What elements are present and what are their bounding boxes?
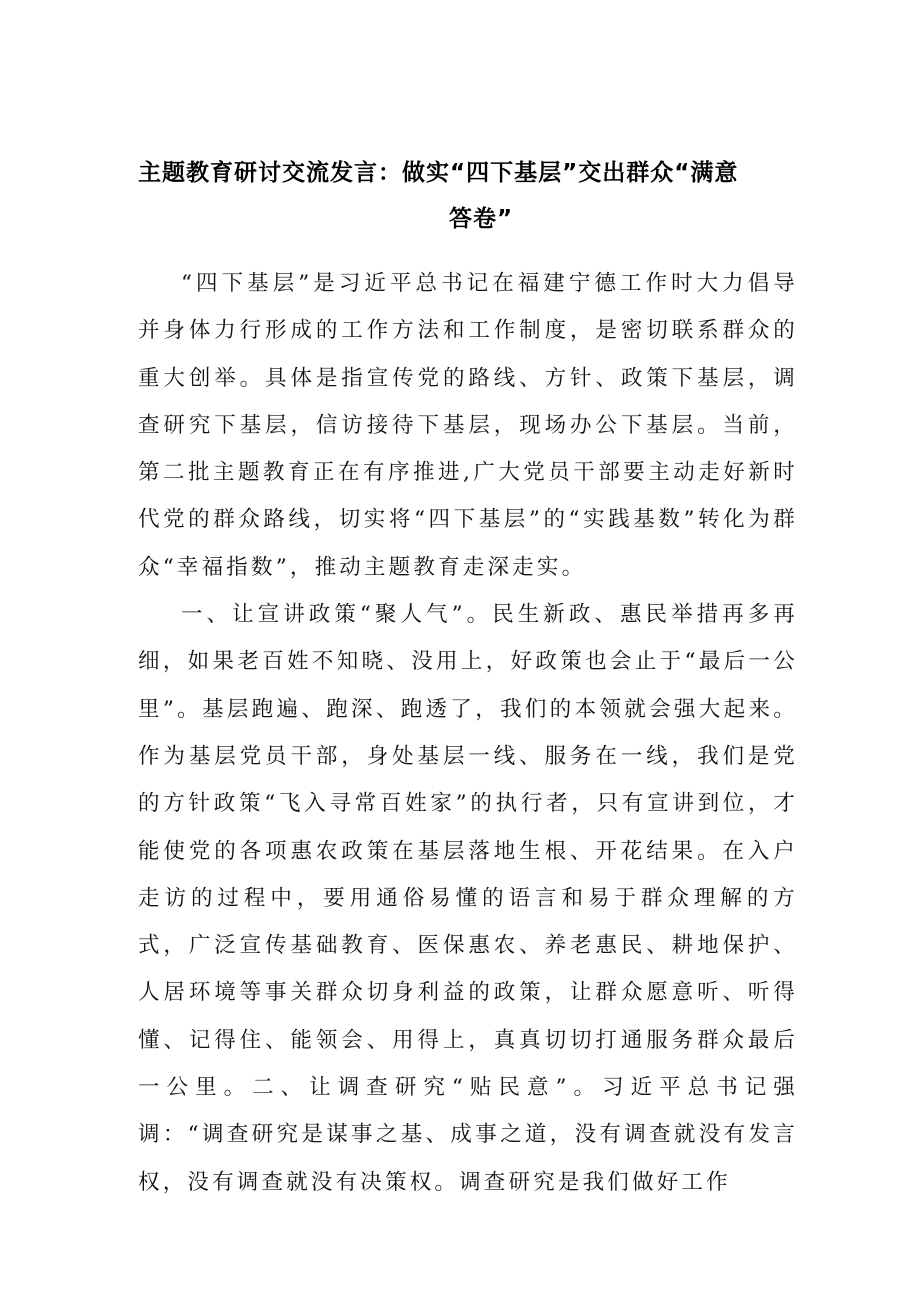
title-line-2: 答卷” [448, 206, 514, 232]
document-body [138, 260, 798, 1206]
document-title [138, 150, 788, 242]
paragraph-intro: “四下基层”是习近平总书记在福建宁德工作时大力倡导并身体力行形成的工作方法和工作制度，是密切联系群众的重大创举。具体是指宣传党的路线、方针、政策下基层，调查研究下基层，信访接待下基层，现场办公下基层。当前，第二批主题教育正在有序推进,广大党员干部要主动走好新时代党的群众路线，切实将“四下基层”的“实践基数”转化为群众“幸福指数”，推动主题教育走深走实。 [138, 271, 798, 580]
paragraph-section-one: 一、让宣讲政策“聚人气”。民生新政、惠民举措再多再细，如果老百姓不知晓、没用上，好政策也会止于“最后一公里”。基层跑遍、跑深、跑透了，我们的本领就会强大起来。作为基层党员干部，身处基层一线、服务在一线，我们是党的方针政策“飞入寻常百姓家”的执行者，只有宣讲到位，才能使党的各项惠农政策在基层落地生根、开花结果。在入户走访的过程中，要用通俗易懂的语言和易于群众理解的方式，广泛宣传基础教育、医保惠农、养老惠民、耕地保护、人居环境等事关群众切身利益的政策，让群众愿意听、听得懂、记得住、能领会、用得上，真真切切打通服务群众最后一公里。二、让调查研究“贴民意”。习近平总书记强调：“调查研究是谋事之基、成事之道，没有调查就没有发言权，没有调查就没有决策权。调查研究是我们做好工作 [138, 602, 798, 1195]
title-line-1: 主题教育研讨交流发言：做实“四下基层”交出群众“满意 [138, 160, 739, 186]
